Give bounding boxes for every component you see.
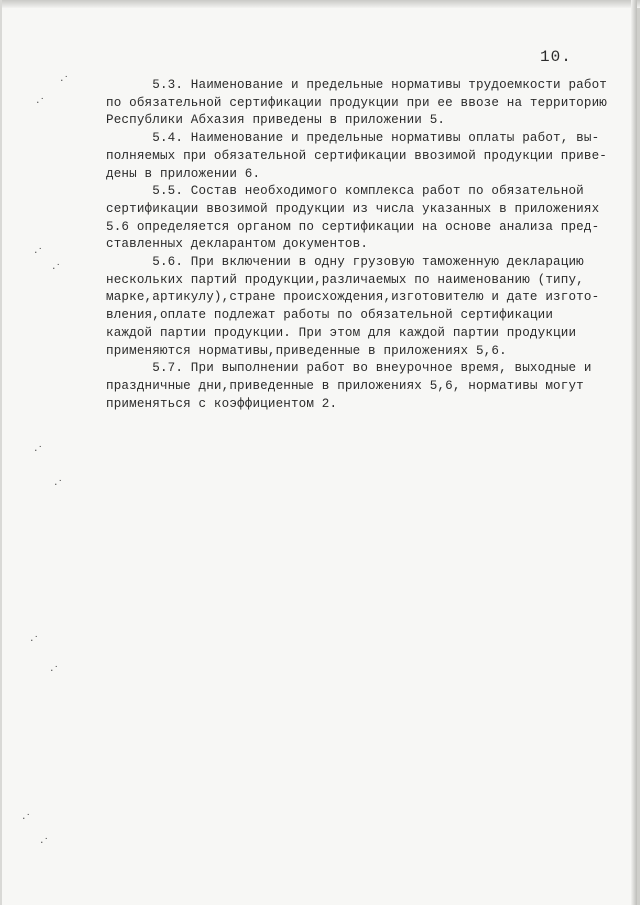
text-line: 5.3. Наименование и предельные нормативы трудоемкости работ: [106, 78, 607, 92]
scan-mark-icon: ·˙: [52, 262, 61, 275]
text-line: вления,оплате подлежат работы по обязательной сертификации: [106, 308, 554, 323]
scan-mark-icon: ·˙: [40, 836, 49, 849]
scan-mark-icon: ·˙: [54, 478, 63, 491]
text-line: нескольких партий продукции,различаемых по наименованию (типу,: [106, 272, 584, 287]
scan-mark-icon: ·˙: [34, 444, 43, 457]
text-line: 5.5. Состав необходимого комплекса работ по обязательной: [106, 184, 584, 199]
text-line: применяться с коэффициентом 2.: [106, 396, 338, 411]
scan-mark-icon: ·˙: [36, 96, 45, 109]
text-line: каждой партии продукции. При этом для каждой партии продукции: [106, 325, 577, 340]
scan-mark-icon: ·˙: [50, 664, 59, 677]
text-line: дены в приложении 6.: [106, 166, 261, 181]
scan-mark-icon: ·˙: [34, 246, 43, 259]
text-line: 5.6. При включении в одну грузовую таможенную декларацию: [106, 255, 584, 270]
text-line: марке,артикулу),стране происхождения,изготовителю и дате изгото-: [106, 290, 600, 305]
text-line: ставленных декларантом документов.: [106, 237, 369, 252]
page-top-edge: [2, 0, 640, 8]
text-line: применяются нормативы,приведенные в приложениях 5,6.: [106, 343, 507, 358]
page-right-edge: [631, 0, 637, 905]
page-number: 10.: [540, 48, 572, 66]
text-line: праздничные дни,приведенные в приложениях 5,6, нормативы могут: [106, 378, 584, 393]
text-line: по обязательной сертификации продукции при ее ввозе на территорию: [106, 95, 607, 110]
text-line: 5.6 определяется органом по сертификации на основе анализа пред-: [106, 219, 600, 234]
text-line: 5.7. При выполнении работ во внеурочное время, выходные и: [106, 361, 592, 376]
scan-mark-icon: ·˙: [60, 74, 69, 87]
document-body: [106, 77, 607, 413]
text-line: 5.4. Наименование и предельные нормативы оплаты работ, вы-: [106, 131, 600, 146]
scan-mark-icon: ·˙: [30, 634, 39, 647]
text-line: полняемых при обязательной сертификации ввозимой продукции приве-: [106, 148, 607, 163]
scan-mark-icon: ·˙: [22, 812, 31, 825]
text-line: Республики Абхазия приведены в приложении 5.: [106, 113, 446, 128]
text-line: сертификации ввозимой продукции из числа указанных в приложениях: [106, 201, 600, 216]
